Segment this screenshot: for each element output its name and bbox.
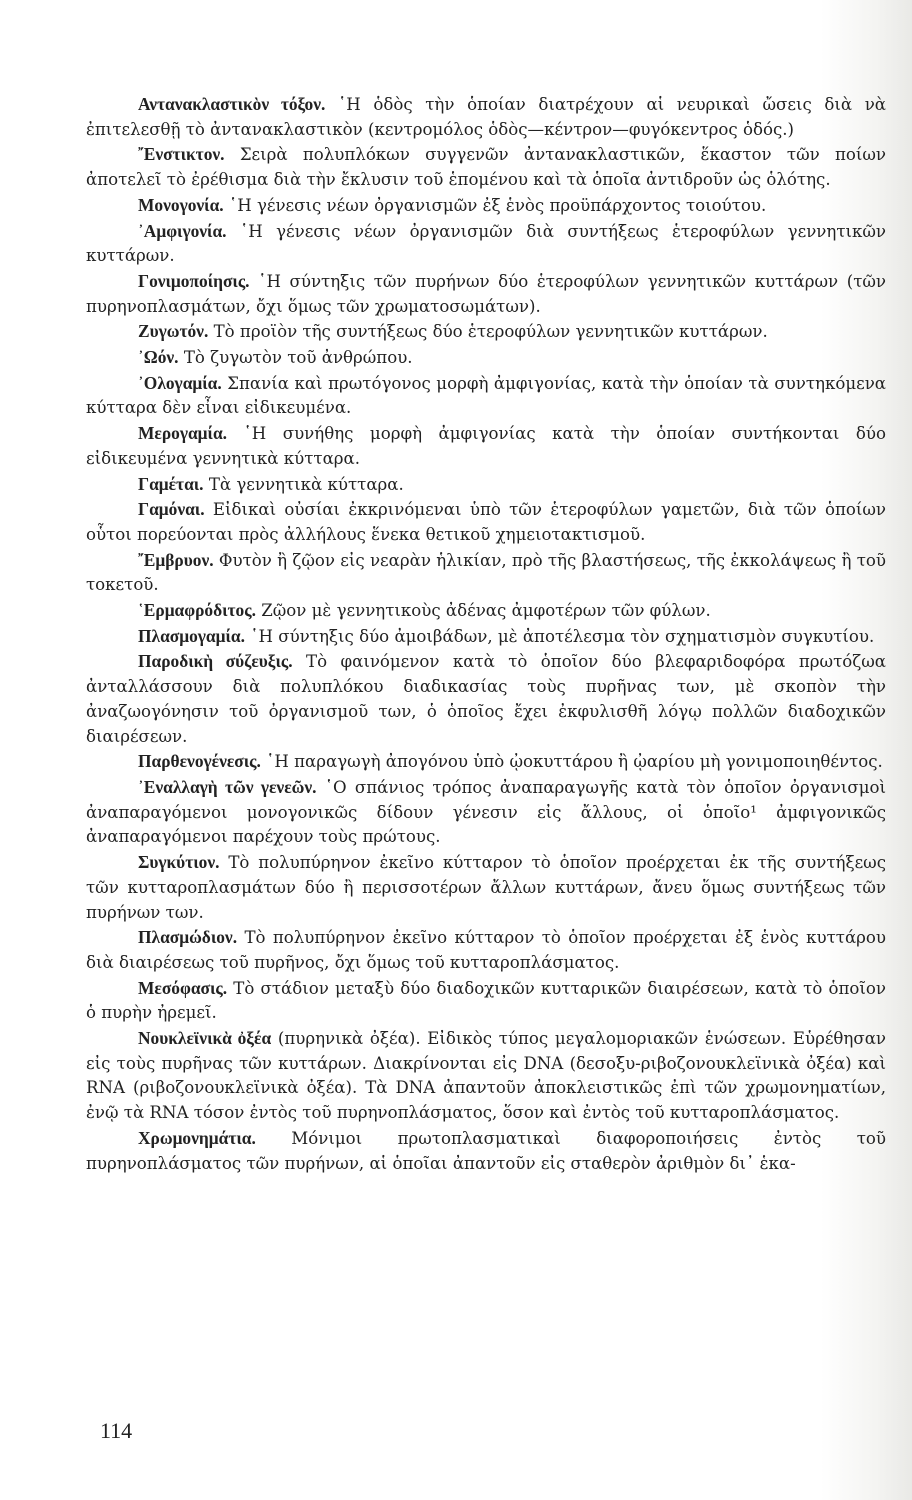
- entry-term: Πλασμώδιον.: [138, 927, 238, 948]
- entry-term: Γονιμοποίησις.: [138, 270, 250, 291]
- glossary-entry: [86, 775, 886, 850]
- glossary-entry: [86, 319, 886, 345]
- entry-definition: Σειρὰ πολυπλόκων συγγενῶν ἀντανακλαστικῶν, ἕκαστον τῶν ποίων ἀποτελεῖ τὸ ἐρέθισμα διὰ τὴν ἔκλυσιν τοῦ ἑπομένου καὶ τὰ ὁποῖα ἀντιδροῦν ὡς ὁλότης.: [86, 145, 886, 190]
- entry-term: Μονογονία.: [138, 194, 224, 215]
- glossary-entry: [86, 269, 886, 319]
- glossary-entry: [86, 472, 886, 498]
- entry-definition: ῾Η παραγωγὴ ἀπογόνου ὑπὸ ᾠοκυττάρου ἢ ᾠαρίου μὴ γονιμοποιηθέντος.: [266, 752, 883, 772]
- entry-term: ᾿Αμφιγονία.: [138, 220, 227, 241]
- entry-definition: Τὸ πολυπύρηνον ἐκεῖνο κύτταρον τὸ ὁποῖον προέρχεται ἐκ τῆς συντήξεως τῶν κυτταροπλασμάτων δύο ἢ περισσοτέρων ἄλλων κυττάρων, ἄνευ ὅμως συντήξεως τῶν πυρήνων των.: [86, 853, 887, 922]
- glossary-entry: [86, 345, 886, 371]
- glossary-entry: [86, 193, 886, 219]
- entry-definition: ῾Ο σπάνιος τρόπος ἀναπαραγωγῆς κατὰ τὸν ὁποῖον ὀργανισμοὶ ἀναπαραγόμενοι μονογονικῶς δίδουν γένεσιν εἰς ἄλλους, οἱ ὁποῖο¹ ἀμφιγονικῶς ἀναπαραγόμενοι παρέχουν τοὺς πρώτους.: [86, 777, 886, 847]
- glossary-entry: [86, 976, 886, 1026]
- entry-definition: ῾Η σύντηξις τῶν πυρήνων δύο ἑτεροφύλων γεννητικῶν κυττάρων (τῶν πυρηνοπλασμάτων, ὄχι ὅμως τῶν χρωματοσωμάτων).: [86, 271, 886, 316]
- entry-term: Ζυγωτόν.: [138, 321, 209, 342]
- entry-definition: ῾Η ὁδὸς τὴν ὁποίαν διατρέχουν αἱ νευρικαὶ ὤσεις διὰ νὰ ἐπιτελεσθῇ τὸ ἀντανακλαστικὸν (κεντρομόλος ὁδὸς—κέντρον—φυγόκεντρος ὁδός.): [86, 95, 886, 139]
- entry-definition: Τὸ φαινόμενον κατὰ τὸ ὁποῖον δύο βλεφαριδοφόρα πρωτόζωα ἀνταλλάσσουν διὰ πολυπλόκου διαδικασίας τοὺς πυρῆνας των, μὲ σκοπὸν τὴν ἀναζωογόνησιν τοῦ ὀργανισμοῦ των, ὁ ὁποῖος ἔχει ἐκφυλισθῆ λόγῳ πολλῶν διαδοχικῶν διαιρέσεων.: [86, 652, 886, 746]
- entry-term: Αντανακλαστικὸν τόξον.: [138, 94, 326, 114]
- entry-term: Νουκλεϊνικὰ ὀξέα: [138, 1028, 272, 1049]
- entry-definition: Εἰδικαὶ οὐσίαι ἐκκρινόμεναι ὑπὸ τῶν ἑτεροφύλων γαμετῶν, διὰ τῶν ὁποίων οὗτοι πορεύονται πρὸς ἀλλήλους ἕνεκα θετικοῦ χημειοτακτισμοῦ.: [86, 500, 886, 544]
- entry-term: Μερογαμία.: [138, 423, 227, 444]
- entry-term: Συγκύτιον.: [138, 852, 220, 873]
- entry-definition: Τὸ προϊὸν τῆς συντήξεως δύο ἑτεροφύλων γεννητικῶν κυττάρων.: [213, 322, 768, 342]
- entry-definition: (πυρηνικὰ ὀξέα). Εἰδικὸς τύπος μεγαλομοριακῶν ἑνώσεων. Εὑρέθησαν εἰς τοὺς πυρῆνας τῶν κυττάρων. Διακρίνονται εἰς DNA (δεσοξυ-ριβοζονουκλεϊνικὰ ὀξέα) καὶ RNA (ριβοζονουκλεϊνικὰ ὀξέα). Τὰ DNA ἀπαντοῦν ἀποκλειστικῶς ἐπὶ τῶν χρωμονηματίων, ἐνῷ τὰ RNA τόσον ἐντὸς τοῦ πυρηνοπλάσματος, ὅσον καὶ ἐντὸς τοῦ κυτταροπλάσματος.: [86, 1029, 886, 1123]
- glossary-entry: [86, 749, 886, 775]
- glossary-text: [86, 92, 886, 1176]
- entry-definition: Μόνιμοι πρωτοπλασματικαὶ διαφοροποιήσεις ἐντὸς τοῦ πυρηνοπλάσματος τῶν πυρήνων, αἱ ὁποῖαι ἀπαντοῦν εἰς σταθερὸν ἀριθμὸν δι᾿ ἑκα-: [86, 1128, 886, 1173]
- glossary-entry: [86, 1026, 886, 1126]
- glossary-entry: [86, 219, 886, 269]
- entry-term: Παροδικὴ σύζευξις.: [138, 651, 293, 672]
- entry-term: Μεσόφασις.: [138, 977, 228, 998]
- glossary-entry: [86, 925, 886, 975]
- page-number: 114: [100, 1418, 133, 1443]
- entry-term: Παρθενογένεσις.: [138, 751, 261, 772]
- entry-term: Χρωμονημάτια.: [138, 1127, 256, 1148]
- entry-term: ᾿Ολογαμία.: [138, 372, 222, 393]
- entry-definition: Σπανία καὶ πρωτόγονος μορφὴ ἀμφιγονίας, κατὰ τὴν ὁποίαν τὰ συντηκόμενα κύτταρα δὲν εἶναι εἰδικευμένα.: [86, 373, 886, 418]
- entry-definition: Τὸ στάδιον μεταξὺ δύο διαδοχικῶν κυτταρικῶν διαιρέσεων, κατὰ τὸ ὁποῖον ὁ πυρὴν ἠρεμεῖ.: [86, 978, 886, 1023]
- entry-term: Γαμέται.: [138, 473, 204, 494]
- glossary-entry: [86, 142, 886, 192]
- entry-definition: Ζῷον μὲ γεννητικοὺς ἀδένας ἀμφοτέρων τῶν φύλων.: [261, 601, 711, 621]
- entry-definition: ῾Η γένεσις νέων ὀργανισμῶν ἐξ ἑνὸς προϋπάρχοντος τοιούτου.: [228, 195, 767, 215]
- glossary-entry: [86, 371, 886, 421]
- glossary-entry: [86, 421, 886, 471]
- entry-definition: ῾Η συνήθης μορφὴ ἀμφιγονίας κατὰ τὴν ὁποίαν συντήκονται δύο εἰδικευμένα γεννητικὰ κύτταρα.: [86, 424, 886, 468]
- glossary-entry: [86, 649, 886, 749]
- entry-definition: ῾Η σύντηξις δύο ἀμοιβάδων, μὲ ἀποτέλεσμα τὸν σχηματισμὸν συγκυτίου.: [250, 626, 875, 646]
- glossary-entry: [86, 850, 886, 925]
- entry-definition: ῾Η γένεσις νέων ὀργανισμῶν διὰ συντήξεως ἑτεροφύλων γεννητικῶν κυττάρων.: [86, 221, 886, 266]
- glossary-entry: [86, 92, 886, 142]
- entry-term: ῎Ενστικτον.: [138, 144, 225, 165]
- glossary-entry: [86, 1126, 886, 1176]
- glossary-entry: [86, 497, 886, 547]
- entry-term: ῾Ερμαφρόδιτος.: [138, 600, 256, 621]
- glossary-entry: [86, 624, 886, 650]
- entry-term: ᾿Εναλλαγὴ τῶν γενεῶν.: [138, 776, 317, 797]
- entry-term: Γαμόναι.: [138, 499, 205, 520]
- glossary-entry: [86, 548, 886, 598]
- glossary-entry: [86, 598, 886, 624]
- entry-term: ῎Εμβρυον.: [138, 549, 214, 570]
- entry-definition: Τὸ πολυπύρηνον ἐκεῖνο κύτταρον τὸ ὁποῖον προέρχεται ἐξ ἑνὸς κυττάρου διὰ διαιρέσεως τοῦ πυρῆνος, ὄχι ὅμως τοῦ κυτταροπλάσματος.: [86, 928, 886, 972]
- entry-term: ᾿Ωόν.: [138, 347, 179, 368]
- entry-term: Πλασμογαμία.: [138, 625, 245, 646]
- entry-definition: Τὰ γεννητικὰ κύτταρα.: [208, 474, 404, 494]
- entry-definition: Τὸ ζυγωτὸν τοῦ ἀνθρώπου.: [183, 348, 413, 368]
- entry-definition: Φυτὸν ἢ ζῷον εἰς νεαρὰν ἡλικίαν, πρὸ τῆς βλαστήσεως, τῆς ἐκκολάψεως ἢ τοῦ τοκετοῦ.: [86, 550, 887, 595]
